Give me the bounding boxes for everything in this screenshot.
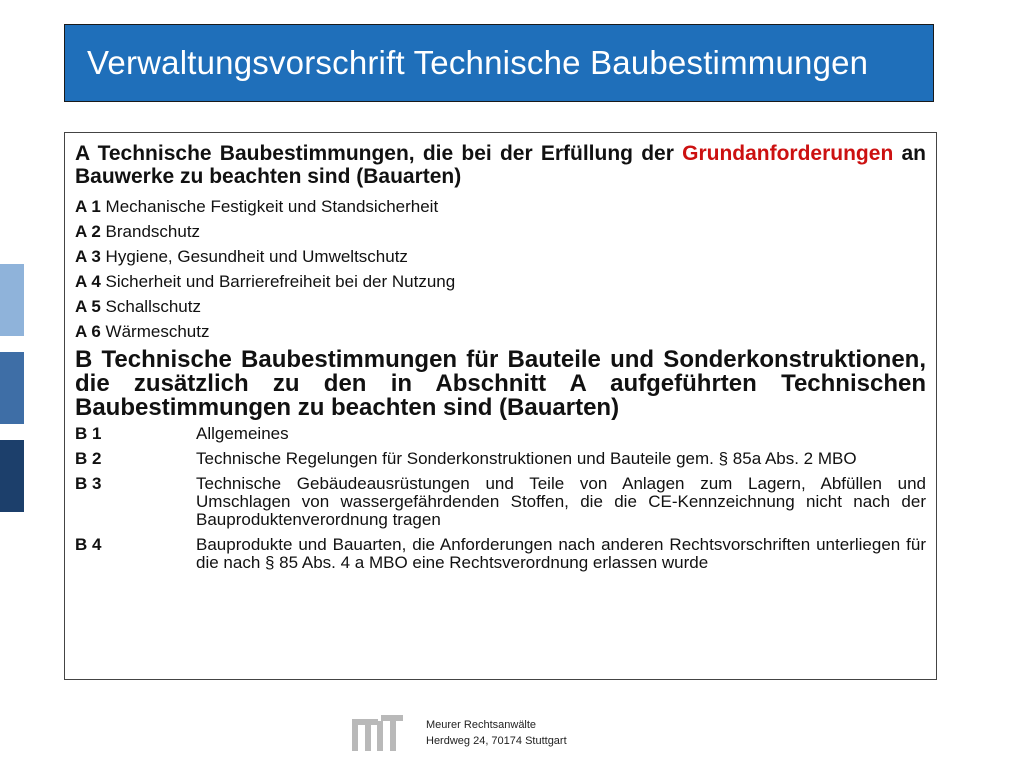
list-item-b3 [75, 475, 926, 529]
list-item-b2 [75, 450, 926, 468]
list-item-a1 [75, 194, 926, 219]
section-b-heading: B Technische Baubestimmungen für Bauteile und Sonderkonstruktionen, die zusätzlich zu den in Abschnitt A aufgeführten Technischen Baubestimmungen zu beachten sind (Bauarten) [75, 346, 926, 421]
item-code: A 6 [75, 322, 101, 341]
list-item-a3 [75, 244, 926, 269]
item-code: A 3 [75, 247, 101, 266]
page-title: Verwaltungsvorschrift Technische Baubestimmungen [87, 44, 869, 81]
item-code: A 4 [75, 272, 101, 291]
item-text: Bauprodukte und Bauarten, die Anforderungen nach anderen Rechtsvorschriften unterliegen für die nach § 85 Abs. 4 a MBO eine Rechtsverordnung erlassen wurde [196, 535, 926, 572]
section-a-heading-end: an Bauwerke zu beachten sind (Bauarten) [75, 142, 926, 188]
content-box [64, 132, 937, 680]
company-logo [350, 713, 408, 751]
footer-street-address: Herdweg 24, 70174 Stuttgart [426, 735, 567, 747]
item-text: Technische Regelungen für Sonderkonstruktionen und Bauteile gem. § 85a Abs. 2 MBO [196, 449, 857, 468]
section-a-heading [75, 142, 926, 188]
item-code: B 2 [75, 449, 102, 468]
item-text: Sicherheit und Barrierefreiheit bei der Nutzung [100, 272, 456, 291]
accent-bar-light [0, 264, 24, 336]
list-item-a2 [75, 219, 926, 244]
footer-company-name: Meurer Rechtsanwälte [426, 719, 537, 731]
item-text: Hygiene, Gesundheit und Umweltschutz [100, 247, 408, 266]
item-text: Mechanische Festigkeit und Standsicherheit [100, 197, 439, 216]
item-text: Brandschutz [100, 222, 201, 241]
list-item-b1 [75, 425, 926, 443]
accent-bar-dark [0, 440, 24, 512]
item-text: Allgemeines [196, 424, 289, 443]
list-item-a4 [75, 269, 926, 294]
item-code: B 1 [75, 424, 102, 443]
list-item-a5 [75, 294, 926, 319]
footer-address [426, 717, 567, 749]
item-code: A 2 [75, 222, 101, 241]
item-code: A 5 [75, 297, 101, 316]
section-a-heading-highlight: Grundanforderungen [682, 142, 894, 165]
list-item-b4 [75, 536, 926, 572]
item-code: B 4 [75, 535, 102, 554]
item-code: A 1 [75, 197, 101, 216]
list-item-a6 [75, 319, 926, 344]
accent-bar-mid [0, 352, 24, 424]
section-a-heading-start: A Technische Baubestimmungen, die bei der Erfüllung der [75, 142, 683, 165]
item-text: Wärmeschutz [100, 322, 210, 341]
title-bar [64, 24, 934, 102]
item-code: B 3 [75, 474, 102, 493]
item-text: Technische Gebäudeausrüstungen und Teile von Anlagen zum Lagern, Abfüllen und Umschlagen von wassergefährdenden Stoffen, die die CE-Kennzeichnung nicht nach der Bauproduktenverordnung tragen [196, 474, 926, 529]
item-text: Schallschutz [100, 297, 201, 316]
